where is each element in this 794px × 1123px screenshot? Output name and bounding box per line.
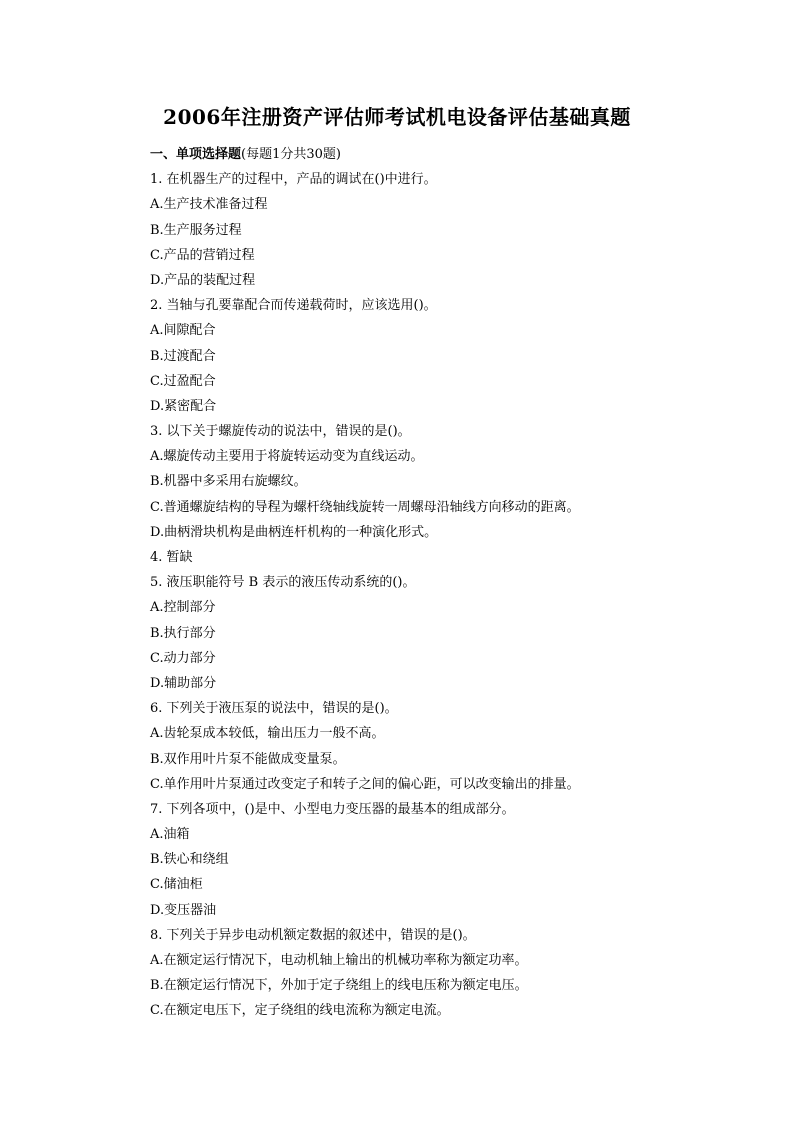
answer-option: C.普通螺旋结构的导程为螺杆绕轴线旋转一周螺母沿轴线方向移动的距离。 [150, 499, 580, 515]
section-header [150, 142, 650, 167]
answer-option: B.生产服务过程 [150, 222, 242, 238]
answer-option: B.机器中多采用右旋螺纹。 [150, 474, 307, 490]
question-stem: 1. 在机器生产的过程中，产品的调试在()中进行。 [150, 172, 437, 188]
question-stem: 3. 以下关于螺旋传动的说法中，错误的是()。 [150, 424, 411, 440]
question-stem: 7. 下列各项中，()是中、小型电力变压器的最基本的组成部分。 [150, 801, 515, 817]
question-stem: 8. 下列关于异步电动机额定数据的叙述中，错误的是()。 [150, 927, 476, 943]
answer-option: D.曲柄滑块机构是曲柄连杆机构的一种演化形式。 [150, 524, 438, 540]
document-title: 2006年注册资产评估师考试机电设备评估基础真题 [163, 105, 631, 129]
document-body [150, 142, 650, 1024]
answer-option: B.在额定运行情况下，外加于定子绕组上的线电压称为额定电压。 [150, 978, 528, 994]
question-list [150, 167, 650, 1023]
answer-option: C.过盈配合 [150, 373, 216, 389]
answer-option: A.间隙配合 [150, 323, 216, 339]
answer-option: A.螺旋传动主要用于将旋转运动变为直线运动。 [150, 449, 424, 465]
answer-option: D.产品的装配过程 [150, 272, 256, 288]
answer-option: A.油箱 [150, 827, 190, 843]
answer-option: A.在额定运行情况下，电动机轴上输出的机械功率称为额定功率。 [150, 953, 528, 968]
question-stem: 2. 当轴与孔要靠配合而传递载荷时，应该选用()。 [150, 298, 437, 314]
answer-option: D.辅助部分 [150, 675, 217, 691]
answer-option: B.过渡配合 [150, 348, 216, 364]
section-heading: 一、单项选择题 [150, 147, 242, 162]
answer-option: D.紧密配合 [150, 398, 217, 414]
answer-option: A.生产技术准备过程 [150, 197, 268, 213]
answer-option: C.产品的营销过程 [150, 247, 255, 263]
answer-option: C.动力部分 [150, 650, 216, 666]
answer-option: B.铁心和绕组 [150, 852, 229, 868]
answer-option: B.执行部分 [150, 625, 216, 641]
answer-option: D.变压器油 [150, 902, 217, 918]
answer-option: B.双作用叶片泵不能做成变量泵。 [150, 751, 346, 767]
question-stem: 4. 暂缺 [150, 550, 193, 565]
section-note: (每题1分共30题) [241, 147, 341, 162]
answer-option: C.储油柜 [150, 877, 203, 893]
answer-option: A.控制部分 [150, 600, 216, 616]
question-stem: 6. 下列关于液压泵的说法中，错误的是()。 [150, 701, 398, 717]
answer-option: C.单作用叶片泵通过改变定子和转子之间的偏心距，可以改变输出的排量。 [150, 776, 580, 792]
answer-option: A.齿轮泵成本较低，输出压力一般不高。 [150, 726, 385, 742]
question-stem: 5. 液压职能符号 B 表示的液压传动系统的()。 [150, 575, 416, 591]
answer-option: C.在额定电压下，定子绕组的线电流称为额定电流。 [150, 1003, 450, 1019]
